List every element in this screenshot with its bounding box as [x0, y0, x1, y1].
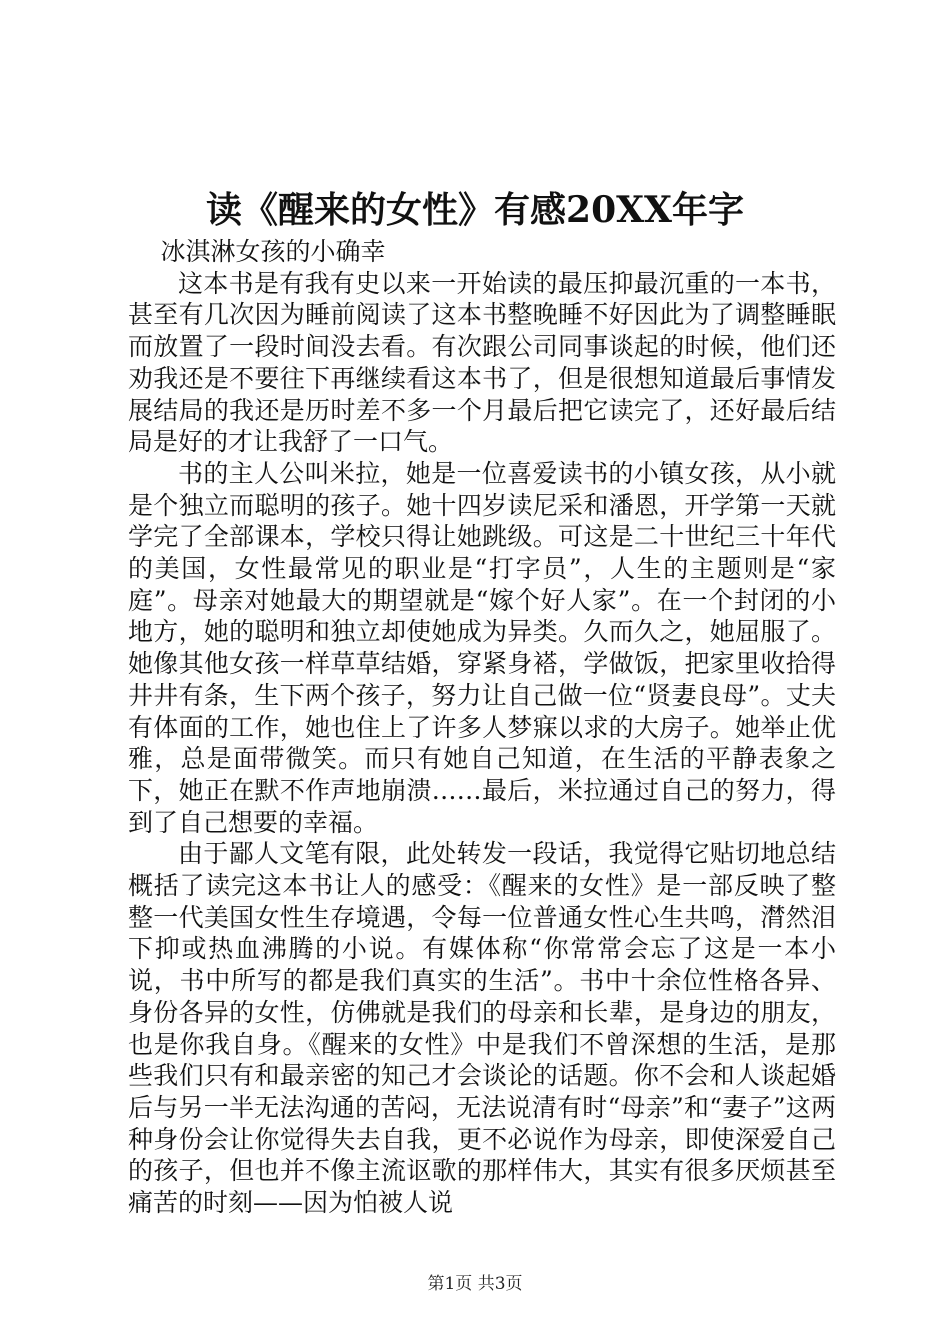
document-subtitle: 冰淇淋女孩的小确幸 [160, 237, 386, 266]
page-footer: 第1页 共3页 [427, 1274, 523, 1294]
paragraph: 由于鄙人文笔有限，此处转发一段话，我觉得它贴切地总结概括了读完这本书让人的感受：《醒来的女性》是一部反映了整整一代美国女性生存境遇，令每一位普通女性心生共鸣，潸然泪下抑或热血沸腾的小说。有媒体称“你常常会忘了这是一本小说，书中所写的都是我们真实的生活”。书中十余位性格各异、身份各异的女性，仿佛就是我们的母亲和长辈，是身边的朋友，也是你我自身。《醒来的女性》中是我们不曾深想的生活，是那些我们只有和最亲密的知己才会谈论的话题。你不会和人谈起婚后与另一半无法沟通的苦闷，无法说清有时“母亲”和“妻子”这两种身份会让你觉得失去自我，更不必说作为母亲，即使深爱自己的孩子，但也并不像主流讴歌的那样伟大，其实有很多厌烦甚至痛苦的时刻——因为怕被人说 [128, 839, 836, 1218]
paragraph: 书的主人公叫米拉，她是一位喜爱读书的小镇女孩，从小就是个独立而聪明的孩子。她十四岁读尼采和潘恩，开学第一天就学完了全部课本，学校只得让她跳级。可这是二十世纪三十年代的美国，女性最常见的职业是“打字员”，人生的主题则是“家庭”。母亲对她最大的期望就是“嫁个好人家”。在一个封闭的小地方，她的聪明和独立却使她成为异类。久而久之，她屈服了。她像其他女孩一样草草结婚，穿紧身褡，学做饭，把家里收拾得井井有条，生下两个孩子，努力让自己做一位“贤妻良母”。丈夫有体面的工作，她也住上了许多人梦寐以求的大房子。她举止优雅，总是面带微笑。而只有她自己知道，在生活的平静表象之下，她正在默不作声地崩溃……最后，米拉通过自己的努力，得到了自己想要的幸福。 [128, 458, 836, 837]
document-body [128, 236, 836, 1219]
paragraph: 这本书是有我有史以来一开始读的最压抑最沉重的一本书，甚至有几次因为睡前阅读了这本书整晚睡不好因此为了调整睡眠而放置了一段时间没去看。有次跟公司同事谈起的时候，他们还劝我还是不要往下再继续看这本书了，但是很想知道最后事情发展结局的我还是历时差不多一个月最后把它读完了，还好最后结局是好的才让我舒了一口气。 [128, 268, 836, 457]
page-title: 读《醒来的女性》有感20XX年字 [206, 189, 744, 231]
